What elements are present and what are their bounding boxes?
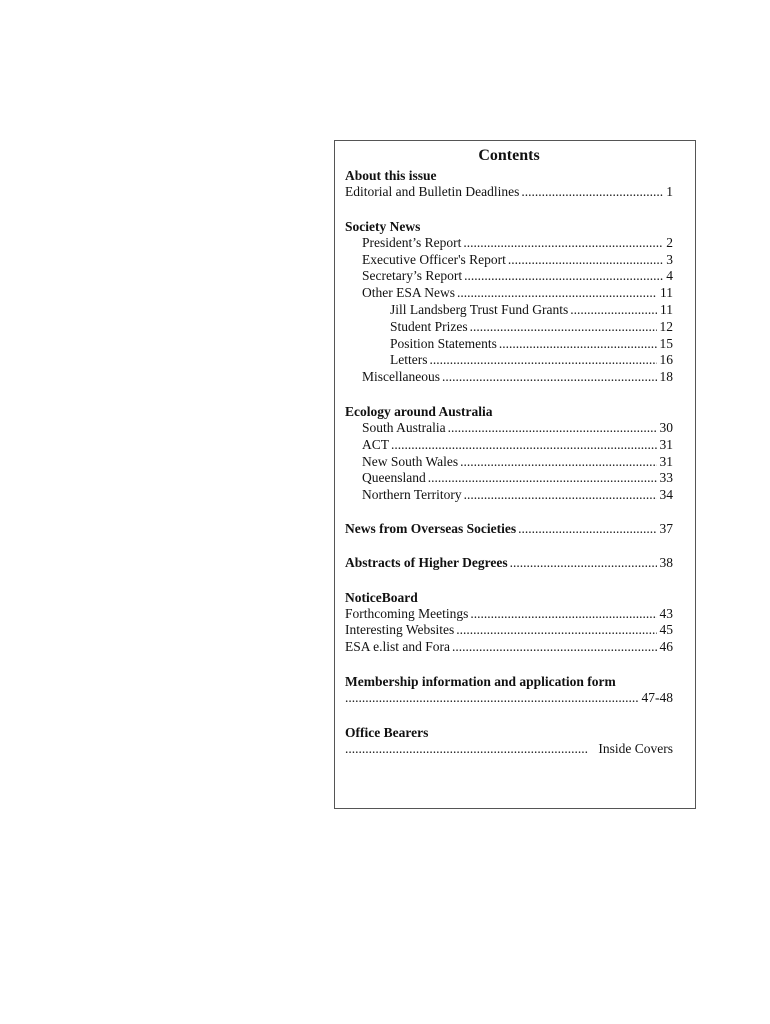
dot-leader — [464, 487, 657, 504]
toc-entry-label: Jill Landsberg Trust Fund Grants — [390, 301, 569, 317]
dot-leader — [457, 285, 657, 302]
toc-entry-label: Interesting Websites — [345, 622, 455, 638]
dot-leader — [442, 369, 657, 386]
toc-entry-page: 31 — [659, 453, 673, 469]
toc-entry — [345, 639, 673, 656]
toc-entry — [345, 606, 673, 623]
toc-entry-label: ESA e.list and Fora — [345, 639, 450, 655]
toc-entry-page: 18 — [659, 369, 673, 385]
dot-leader — [460, 454, 656, 471]
dot-leader — [345, 741, 588, 758]
toc-entry — [345, 285, 673, 302]
toc-entry-page: 43 — [659, 605, 673, 621]
section-heading-noticeboard: NoticeBoard — [345, 589, 418, 605]
toc-entry — [345, 470, 673, 487]
toc-entry-label: Editorial and Bulletin Deadlines — [345, 184, 520, 199]
toc-entry — [345, 252, 673, 269]
dot-leader — [464, 268, 663, 285]
toc-entry — [345, 369, 673, 386]
toc-entry-page: 16 — [659, 352, 673, 368]
section-heading-membership: Membership information and application form — [345, 673, 616, 689]
toc-entry — [345, 420, 673, 437]
toc-entry — [345, 352, 673, 369]
toc-entry-abstracts — [345, 555, 673, 572]
dot-leader — [470, 606, 656, 623]
toc-entry-label: South Australia — [362, 419, 446, 435]
toc-entry-label: New South Wales — [362, 453, 459, 469]
toc-entry-page: Inside Covers — [598, 740, 673, 756]
toc-entry-label: Miscellaneous — [362, 369, 440, 385]
dot-leader — [429, 352, 656, 369]
toc-entry-page: 34 — [659, 487, 673, 503]
contents-title: Contents — [478, 147, 540, 164]
toc-entry-page: 3 — [666, 251, 673, 267]
toc-entry-page: 4 — [666, 268, 673, 284]
toc-entry-label: News from Overseas Societies — [345, 520, 517, 536]
toc-entry-overseas — [345, 521, 673, 538]
toc-entry-page: 37 — [659, 520, 673, 536]
toc-entry-page: 45 — [659, 622, 673, 638]
dot-leader — [428, 470, 657, 487]
toc-entry — [345, 235, 673, 252]
toc-entry — [345, 268, 673, 285]
dot-leader — [456, 622, 656, 639]
toc-entry-page: 1 — [666, 184, 673, 199]
section-heading-ecology: Ecology around Australia — [345, 403, 493, 419]
toc-entry-label: Other ESA News — [362, 285, 455, 301]
toc-entry-label: Student Prizes — [390, 318, 468, 334]
toc-entry-page: 15 — [659, 335, 673, 351]
toc-entry-page: 30 — [659, 419, 673, 435]
toc-entry-label: Abstracts of Higher Degrees — [345, 554, 508, 570]
toc-entry — [345, 487, 673, 504]
toc-entry-page: 2 — [666, 234, 673, 250]
toc-entry-label: Position Statements — [390, 335, 497, 351]
toc-entry-page: 31 — [659, 436, 673, 452]
toc-entry-page: 11 — [660, 301, 673, 317]
section-heading-society: Society News — [345, 218, 421, 234]
toc-entry — [345, 437, 673, 454]
dot-leader — [391, 437, 657, 454]
dot-leader — [470, 319, 657, 336]
dot-leader — [508, 252, 663, 269]
toc-entry-label: Secretary’s Report — [362, 268, 463, 284]
toc-entry-page: 33 — [659, 470, 673, 486]
toc-entry-label: ACT — [362, 436, 389, 452]
toc-entry-page: 11 — [660, 285, 673, 301]
dot-leader — [499, 336, 657, 353]
toc-entry — [345, 454, 673, 471]
toc-entry — [345, 302, 673, 319]
toc-entry-label: Forthcoming Meetings — [345, 605, 469, 621]
toc-entry-label: Executive Officer's Report — [362, 251, 506, 267]
toc-entry-label: Letters — [390, 352, 428, 368]
toc-entry — [345, 184, 673, 201]
dot-leader — [521, 184, 663, 201]
toc-entry — [345, 319, 673, 336]
dot-leader — [510, 555, 657, 572]
toc-entry-label: President’s Report — [362, 234, 462, 250]
dot-leader — [518, 521, 656, 538]
toc-entry — [345, 622, 673, 639]
toc-entry-page: 38 — [659, 554, 673, 570]
section-heading-about: About this issue — [345, 168, 437, 183]
dot-leader — [448, 420, 657, 437]
dot-leader — [463, 235, 663, 252]
contents-box — [334, 140, 696, 809]
dot-leader — [570, 302, 657, 319]
toc-entry — [345, 336, 673, 353]
toc-entry-office — [345, 741, 673, 758]
toc-entry-page: 47-48 — [641, 689, 673, 705]
dot-leader — [345, 690, 639, 707]
toc-entry-membership — [345, 690, 673, 707]
toc-entry-page: 46 — [659, 639, 673, 655]
toc-entry-label: Queensland — [362, 470, 426, 486]
toc-entry-label: Northern Territory — [362, 487, 462, 503]
section-heading-office: Office Bearers — [345, 724, 429, 740]
toc-entry-page: 12 — [659, 318, 673, 334]
dot-leader — [452, 639, 657, 656]
